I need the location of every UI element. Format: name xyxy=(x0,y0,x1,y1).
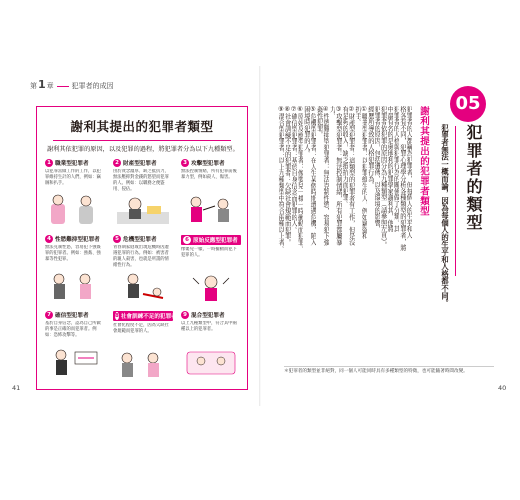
box-title: 謝利其提出的犯罪者類型 xyxy=(37,117,247,141)
body-column: ⑧社會訓練不足的犯罪者：欠缺社會規範而犯罪。 xyxy=(283,106,291,246)
type-label xyxy=(181,159,241,167)
body-column: ②財產型犯罪者：這類型的犯罪者有工作，但是沒 xyxy=(347,106,355,246)
type-number: 8 xyxy=(115,313,119,319)
criminal-types-box xyxy=(36,106,248,390)
type-label xyxy=(181,311,241,319)
body-column: 有足夠的收入，缺乏抵抗力而犯罪。 xyxy=(341,106,349,207)
body-column: 姦性犯罪。 xyxy=(315,106,323,138)
type-card-2 xyxy=(113,159,173,230)
type-illustration xyxy=(181,272,241,304)
page-number-right: 40 xyxy=(498,384,507,392)
body-column: 中最有名的是奧地利的犯罪學家謝利其，他將 xyxy=(386,106,394,232)
type-card-8 xyxy=(113,311,177,384)
type-illustration xyxy=(45,194,105,226)
chapter-title: 犯罪者的成因 xyxy=(71,82,114,90)
body-column: ③攻擊型犯罪者：無法控制情緒，所有犯罪都屬暴 xyxy=(334,106,342,246)
body-column: ④性慾難抑型犯罪者：無法克制性慾，容易犯下強 xyxy=(322,106,330,246)
type-number: 9 xyxy=(181,311,189,319)
type-description: 以犯罪當做工作的工作，以犯罪維持生計的人們，例如：竊賊和扒手。 xyxy=(45,169,101,186)
chapter-number: 1 xyxy=(38,78,46,91)
body-column: 困境時犯罪的人。 xyxy=(302,106,310,157)
type-card-7 xyxy=(45,311,105,382)
type-illustration xyxy=(113,194,173,226)
chapter-suffix: 章 xyxy=(46,82,54,90)
type-label xyxy=(113,311,177,321)
type-name: 危機型犯罪者 xyxy=(123,237,157,243)
type-name: 確信型犯罪者 xyxy=(55,313,89,319)
body-column: 犯罪者的人都稱為犯罪者，但每個人的生平和人 xyxy=(405,106,413,239)
body-column: 犯罪者的人格與犯罪行為的關係做了分類。其 xyxy=(392,106,400,232)
type-label xyxy=(181,235,241,245)
right-page xyxy=(262,66,512,406)
type-illustration xyxy=(45,270,105,302)
type-description: 以上九種類型中，符合其中兩種以上的犯罪者。 xyxy=(181,321,237,332)
type-number: 7 xyxy=(45,311,53,319)
type-label xyxy=(45,235,105,243)
section-heading: 謝利其提出的犯罪者類型 xyxy=(418,106,429,216)
body-column: 格各有不同，犯罪心理學分析各種類型的犯罪者，將 xyxy=(398,106,406,251)
type-illustration xyxy=(181,194,241,226)
type-name: 原始反應型犯罪者 xyxy=(193,238,238,244)
type-description: 社會化程度不足，因為欠缺社會規範而犯罪的人。 xyxy=(113,323,169,334)
type-description: 青春期家庭或出現危機時因遭遇犯罪的行為。例如：被害者的親人殺害，也就是所謂的情緒性行為。 xyxy=(113,245,169,268)
type-number: 2 xyxy=(113,159,121,167)
type-card-1 xyxy=(45,159,105,230)
type-number: 6 xyxy=(183,236,191,244)
chapter-label: 第 xyxy=(30,82,37,90)
body-column: 經歷所導致的人格犯罪行為。 xyxy=(366,106,374,188)
body-column: 力。 xyxy=(328,106,336,119)
page-number-left: 41 xyxy=(12,384,21,392)
body-column: ⑥原始反應型犯罪者：像嬰兒一樣一時衝動而犯罪。 xyxy=(296,106,304,252)
type-name: 社會訓練不足的犯罪者 xyxy=(120,314,177,320)
type-description: 無法克制性慾，容易犯下強姦罪的犯罪者。例如：強姦、強暴等性犯罪。 xyxy=(45,245,101,262)
body-column: 犯罪者的原因，包括遺傳，以及環境的影響， xyxy=(373,106,381,232)
box-subtitle: 謝利其依犯罪的原因，以及犯罪的過程，將犯罪者分為以下九種類型。 xyxy=(47,146,239,153)
type-number: 5 xyxy=(113,235,121,243)
type-card-3 xyxy=(181,159,241,230)
type-card-9 xyxy=(181,311,241,382)
type-name: 攻擊型犯罪者 xyxy=(191,161,225,167)
body-column: 犯罪者依犯罪的原因分為九種類型（請參照左頁）。 xyxy=(379,106,387,248)
type-illustration xyxy=(113,348,173,380)
section-number-badge: 05 xyxy=(450,86,486,122)
page-subtitle: 犯罪者無法一概而論，因為每個人的生平和人格都不同。 xyxy=(441,124,450,307)
type-name: 混合型犯罪者 xyxy=(191,313,225,319)
type-card-6 xyxy=(181,235,241,308)
type-label xyxy=(45,159,105,167)
left-page xyxy=(8,66,258,406)
type-name: 財產型犯罪者 xyxy=(123,161,157,167)
page-title: 犯罪者的類型 xyxy=(464,124,483,232)
type-description: 基於自身信念，認為自己所做的事是正確的而犯罪者。例如：恐怖攻擊等。 xyxy=(45,321,101,338)
type-description: 由於貪念濃厚、缺乏抵抗力，無法壓抑對金錢的慾望而犯罪的人。例如：以職務之便盜用、侵佔。 xyxy=(113,169,169,192)
body-column: ①職業型犯罪者：以犯罪維生的人，例如竊盜和 xyxy=(360,106,368,239)
book-gutter xyxy=(259,66,261,406)
type-illustration xyxy=(45,346,105,378)
chapter-header xyxy=(30,78,114,91)
body-column: 扒手。 xyxy=(354,106,362,125)
type-description: 像嬰兒一樣，一時衝動而犯下犯罪的人。 xyxy=(181,247,237,258)
type-card-5 xyxy=(113,235,173,306)
type-label xyxy=(113,159,173,167)
type-label xyxy=(113,235,173,243)
type-label xyxy=(45,311,105,319)
type-card-4 xyxy=(45,235,105,306)
type-number: 3 xyxy=(181,159,189,167)
body-column: ⑦確信型犯罪者：基於自身信念而犯罪的人。 xyxy=(290,106,298,233)
chapter-divider xyxy=(57,86,69,87)
type-number: 1 xyxy=(45,159,53,167)
type-name: 職業型犯罪者 xyxy=(55,161,89,167)
footnote: ＊犯罪者的類型並非絕對，同一個人可能同時具有多種類型的特徵，也可能隨著時間改變。 xyxy=(284,366,494,376)
type-number: 4 xyxy=(45,235,53,243)
title-rule xyxy=(455,126,456,276)
type-description: 無法控制情緒，所有犯罪前後暴力型，例如殺人、傷害。 xyxy=(181,169,237,180)
body-column: ⑤危機型犯罪者：在人生某個時期遭遇危機，陷入 xyxy=(309,106,317,246)
type-name: 性慾難抑型犯罪者 xyxy=(55,237,100,243)
type-illustration xyxy=(113,270,173,302)
type-illustration xyxy=(181,346,241,378)
body-column: ⑨混合型犯罪者：以上九種類型中符合兩種以上者。 xyxy=(277,106,285,252)
